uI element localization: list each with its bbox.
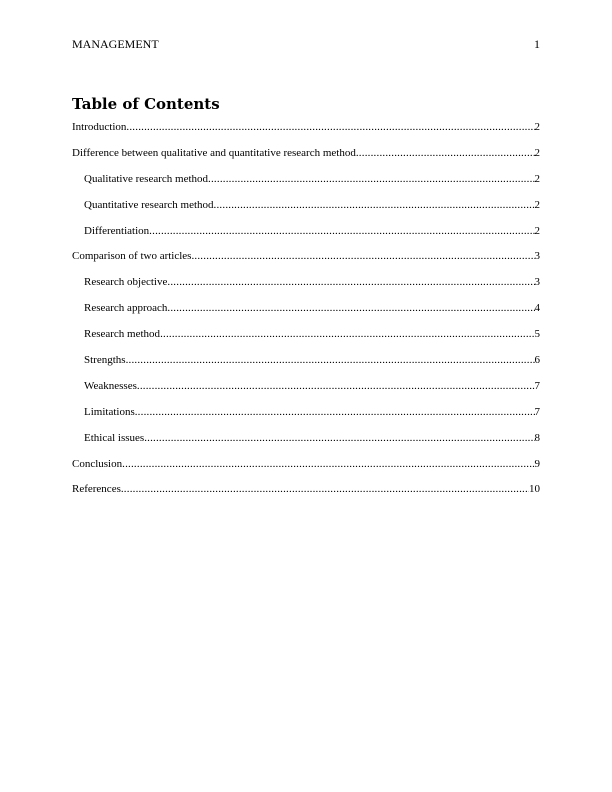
- toc-entry-conclusion[interactable]: [72, 456, 540, 482]
- toc-entry-page: 2: [534, 121, 540, 133]
- dot-leader: [356, 145, 535, 161]
- toc-entry-comparison[interactable]: [72, 248, 540, 274]
- toc-entry-page: 7: [534, 379, 540, 392]
- toc-entry-label: Research objective: [84, 276, 168, 289]
- toc-entry-weaknesses[interactable]: [72, 378, 540, 404]
- dot-leader: [167, 300, 534, 316]
- toc-entry-page: 9: [534, 457, 540, 470]
- toc-entry-label: References: [72, 483, 121, 496]
- running-title: MANAGEMENT: [72, 37, 159, 51]
- toc-entry-page: 6: [534, 354, 540, 367]
- toc-entry-page: 8: [534, 431, 540, 444]
- toc-entry-page: 2: [534, 146, 540, 159]
- toc-entry-label: Research approach: [84, 302, 168, 315]
- dot-leader: [208, 171, 534, 187]
- dot-leader: [137, 378, 535, 394]
- dot-leader: [214, 197, 535, 213]
- dot-leader: [126, 352, 535, 368]
- toc-entry-label: Conclusion: [72, 457, 123, 470]
- toc-entry-label: Weaknesses: [84, 379, 137, 392]
- toc-entry-page: 10: [529, 483, 540, 496]
- dot-leader: [126, 119, 534, 135]
- toc-entry-label: Research method: [84, 328, 161, 341]
- toc-entry-ethical-issues[interactable]: [72, 430, 540, 456]
- dot-leader: [121, 481, 529, 497]
- toc-entry-limitations[interactable]: [72, 404, 540, 430]
- toc-entry-page: 4: [534, 302, 540, 315]
- dot-leader: [160, 326, 534, 342]
- toc-entry-introduction[interactable]: [72, 119, 540, 145]
- toc-entry-page: 2: [534, 198, 540, 211]
- page-header: [72, 36, 540, 52]
- toc-entry-label: Qualitative research method: [84, 172, 209, 185]
- toc-entry-label: Limitations: [84, 405, 135, 418]
- toc-entry-page: 7: [534, 405, 540, 418]
- toc-entry-quantitative[interactable]: [72, 197, 540, 223]
- toc-entry-label: Difference between qualitative and quantitative research method: [72, 146, 356, 159]
- dot-leader: [149, 223, 534, 239]
- toc-entry-difference[interactable]: [72, 145, 540, 171]
- toc-entry-label: Introduction: [72, 121, 127, 133]
- dot-leader: [191, 248, 534, 264]
- toc-entry-label: Comparison of two articles: [72, 250, 192, 263]
- toc-entry-page: 2: [534, 224, 540, 237]
- toc-entry-page: 3: [534, 276, 540, 289]
- toc-entry-label: Ethical issues: [84, 431, 145, 444]
- toc-entry-references[interactable]: [72, 481, 540, 507]
- dot-leader: [122, 456, 534, 472]
- dot-leader: [144, 430, 534, 446]
- toc-entry-qualitative[interactable]: [72, 171, 540, 197]
- toc-entry-label: Quantitative research method: [84, 198, 214, 211]
- toc-entry-strengths[interactable]: [72, 352, 540, 378]
- toc-entry-research-method[interactable]: [72, 326, 540, 352]
- toc-entry-research-objective[interactable]: [72, 274, 540, 300]
- toc-entry-label: Differentiation: [84, 224, 150, 237]
- toc-entry-page: 5: [534, 328, 540, 341]
- dot-leader: [167, 274, 534, 290]
- toc-entry-differentiation[interactable]: [72, 223, 540, 249]
- toc-entry-page: 3: [534, 250, 540, 263]
- table-of-contents: [72, 119, 540, 507]
- dot-leader: [135, 404, 535, 420]
- toc-entry-page: 2: [534, 172, 540, 185]
- page-number: 1: [534, 37, 540, 51]
- toc-title: Table of Contents: [72, 95, 220, 113]
- toc-entry-research-approach[interactable]: [72, 300, 540, 326]
- toc-entry-label: Strengths: [84, 354, 126, 367]
